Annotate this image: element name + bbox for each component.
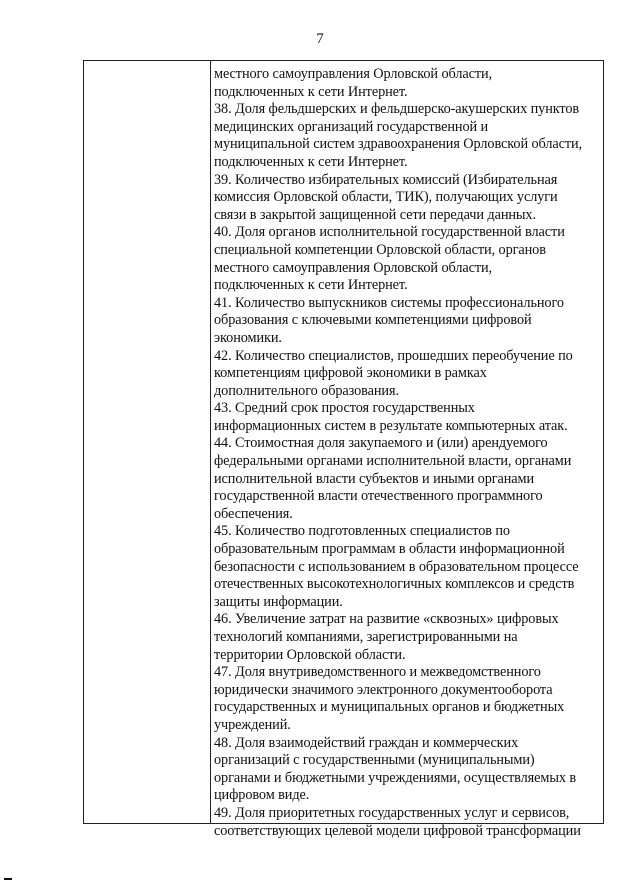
text-line: 43. Средний срок простоя государственных [214,400,475,417]
table-left-column [84,61,211,823]
text-line: экономики. [214,329,282,346]
text-line: государственных и муниципальных органов и бюджетных [214,699,565,716]
text-line: связи в закрытой защищенной сети передачи данных. [214,206,536,223]
text-line: подключенных к сети Интернет. [214,277,408,294]
text-line: исполнительной власти субъектов и иными органами [214,470,535,487]
text-line: 44. Стоимостная доля закупаемого и (или) арендуемого [214,435,548,452]
text-line: 46. Увеличение затрат на развитие «сквозных» цифровых [214,611,559,628]
text-line: образования с ключевыми компетенциями цифровой [214,312,532,329]
text-line: защиты информации. [214,593,343,610]
text-line: 42. Количество специалистов, прошедших переобучение по [214,347,573,364]
table-right-column [211,61,603,839]
text-line: муниципальной систем здравоохранения Орловской области, [214,136,583,153]
text-line: 47. Доля внутриведомственного и межведомственного [214,664,541,681]
text-line: комиссия Орловской области, ТИК), получающих услуги [214,189,558,206]
text-line: образовательным программам в области информационной [214,541,565,558]
text-line: обеспечения. [214,505,293,522]
text-line: органами и бюджетными учреждениями, осуществляемых в [214,769,577,786]
text-line: отечественных высокотехнологичных комплексов и средств [214,576,575,593]
text-line: дополнительного образования. [214,382,399,399]
text-line: соответствующих целевой модели цифровой трансформации [214,822,581,839]
text-line: государственной власти отечественного программного [214,488,543,505]
text-line: 41. Количество выпускников системы профессионального [214,294,564,311]
text-line: 48. Доля взаимодействий граждан и коммерческих [214,734,519,751]
margin-mark [4,878,12,880]
text-line: компетенциям цифровой экономики в рамках [214,365,487,382]
text-line: 39. Количество избирательных комиссий (Избирательная [214,171,558,188]
text-line: подключенных к сети Интернет. [214,83,408,100]
text-line: 40. Доля органов исполнительной государственной власти [214,224,565,241]
text-line: подключенных к сети Интернет. [214,153,408,170]
text-line: 38. Доля фельдшерских и фельдшерско-акушерских пунктов [214,101,580,118]
text-line: 49. Доля приоритетных государственных услуг и сервисов, [214,804,570,821]
text-line: информационных систем в результате компьютерных атак. [214,417,568,434]
text-line: технологий компаниями, зарегистрированными на [214,629,518,645]
text-line: юридически значимого электронного документооборота [214,681,553,698]
text-line: 45. Количество подготовленных специалистов по [214,523,510,540]
text-line: учреждений. [214,716,291,733]
text-line: местного самоуправления Орловской области, [214,259,493,276]
text-line: медицинских организаций государственной и [214,118,489,135]
text-line: организаций с государственными (муниципальными) [214,752,535,769]
indicators-table [83,60,604,839]
text-line: федеральными органами исполнительной власти, органами [214,453,572,470]
page-number: 7 [316,31,324,47]
text-line: местного самоуправления Орловской области, [214,66,493,82]
text-line: безопасности с использованием в образовательном процессе [214,558,579,575]
text-line: цифровом виде. [214,787,310,804]
text-line: специальной компетенции Орловской области, органов [214,241,546,258]
text-line: территории Орловской области. [214,646,406,663]
